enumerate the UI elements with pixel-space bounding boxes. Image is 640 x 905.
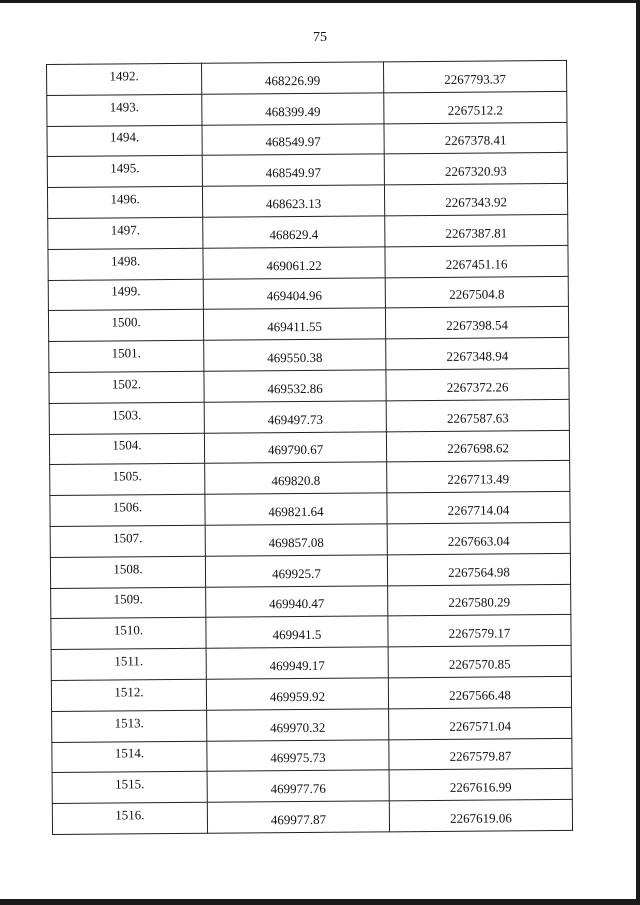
point-number-cell-value: 1493. [109, 98, 140, 115]
y-coordinate-cell [383, 60, 566, 92]
x-coordinate-cell-value: 468623.13 [265, 195, 322, 212]
x-coordinate-cell-value: 468399.49 [265, 103, 321, 119]
coordinates-table [46, 60, 573, 835]
y-coordinate-cell-value: 2267587.63 [446, 410, 509, 426]
table-row [52, 769, 572, 804]
x-coordinate-cell [204, 370, 386, 402]
x-coordinate-cell-value: 469550.38 [267, 349, 323, 366]
point-number-cell [49, 402, 204, 434]
point-number-cell-value: 1508. [113, 560, 143, 577]
y-coordinate-cell-value: 2267451.16 [445, 256, 508, 272]
point-number-cell [50, 464, 205, 496]
x-coordinate-cell [202, 123, 384, 155]
x-coordinate-cell [205, 555, 387, 587]
x-coordinate-cell [206, 647, 388, 679]
x-coordinate-cell [204, 431, 386, 463]
x-coordinate-cell [203, 247, 385, 279]
point-number-cell [50, 494, 205, 526]
x-coordinate-cell [204, 339, 386, 371]
point-number-cell [48, 248, 203, 280]
y-coordinate-cell [386, 368, 569, 400]
table-row [47, 60, 567, 95]
point-number-cell-value: 1506. [112, 499, 143, 515]
y-coordinate-cell-value: 2267504.8 [449, 286, 505, 303]
x-coordinate-cell [203, 277, 385, 309]
point-number-cell-value: 1496. [110, 191, 140, 207]
table-row [51, 646, 571, 681]
point-number-cell-value: 1499. [111, 283, 141, 299]
x-coordinate-cell [207, 739, 389, 771]
y-coordinate-cell-value: 2267580.29 [448, 594, 511, 611]
table-row [48, 245, 568, 280]
y-coordinate-cell [386, 338, 569, 370]
y-coordinate-cell-value: 2267570.85 [448, 656, 511, 672]
y-coordinate-cell [389, 738, 572, 770]
point-number-cell-value: 1505. [112, 468, 142, 484]
y-coordinate-cell-value: 2267579.17 [448, 625, 511, 642]
x-coordinate-cell [206, 585, 388, 617]
table-row [50, 522, 570, 557]
x-coordinate-cell-value: 469820.8 [271, 473, 321, 489]
x-coordinate-cell-value: 469404.96 [266, 288, 323, 304]
table-row [47, 153, 567, 188]
point-number-cell-value: 1495. [110, 160, 140, 176]
y-coordinate-cell-value: 2267398.54 [446, 317, 508, 334]
x-coordinate-cell [205, 524, 387, 556]
y-coordinate-cell [389, 707, 572, 739]
table-row [49, 368, 569, 403]
x-coordinate-cell-value: 469821.64 [268, 503, 324, 520]
table-row [48, 214, 568, 249]
x-coordinate-cell [202, 93, 384, 125]
table-row [49, 338, 569, 373]
y-coordinate-cell-value: 2267616.99 [449, 779, 512, 796]
y-coordinate-cell [385, 276, 568, 308]
table-row [49, 399, 569, 434]
table-row [50, 553, 570, 588]
x-coordinate-cell [204, 401, 386, 433]
x-coordinate-cell-value: 469940.47 [269, 596, 325, 612]
x-coordinate-cell-value: 469977.87 [270, 811, 327, 828]
y-coordinate-cell-value: 2267714.04 [447, 502, 510, 518]
x-coordinate-cell-value: 469975.73 [270, 750, 326, 766]
point-number-cell-value: 1510. [113, 622, 144, 638]
point-number-cell [51, 618, 206, 650]
table-row [48, 307, 568, 342]
y-coordinate-cell-value: 2267793.37 [444, 71, 507, 87]
point-number-cell [47, 94, 202, 126]
y-coordinate-cell [385, 214, 568, 246]
point-number-cell-value: 1516. [115, 807, 145, 823]
point-number-cell [47, 156, 202, 188]
y-coordinate-cell-value: 2267378.41 [444, 132, 507, 149]
x-coordinate-cell-value: 469532.86 [267, 380, 323, 397]
point-number-cell [50, 556, 205, 588]
y-coordinate-cell [384, 153, 567, 185]
point-number-cell [48, 279, 203, 311]
table-row [52, 800, 572, 835]
x-coordinate-cell-value: 468549.97 [265, 165, 322, 181]
table-row [51, 615, 571, 650]
point-number-cell-value: 1507. [113, 530, 143, 546]
y-coordinate-cell-value: 2267619.06 [450, 810, 512, 826]
point-number-cell [49, 433, 204, 465]
point-number-cell-value: 1497. [110, 222, 140, 238]
y-coordinate-cell [387, 522, 570, 554]
point-number-cell [51, 587, 206, 619]
x-coordinate-cell-value: 469925.7 [272, 565, 321, 581]
y-coordinate-cell [389, 769, 572, 801]
y-coordinate-cell [384, 91, 567, 123]
point-number-cell [48, 217, 203, 249]
x-coordinate-cell-value: 469959.92 [269, 688, 326, 705]
y-coordinate-cell-value: 2267698.62 [447, 440, 509, 457]
y-coordinate-cell [384, 184, 567, 216]
y-coordinate-cell-value: 2267387.81 [445, 225, 508, 241]
x-coordinate-cell [203, 308, 385, 340]
point-number-cell-value: 1494. [109, 129, 140, 145]
table-row [51, 676, 571, 711]
point-number-cell-value: 1513. [114, 714, 144, 731]
point-number-cell-value: 1514. [114, 745, 145, 761]
y-coordinate-cell-value: 2267320.93 [444, 163, 507, 180]
point-number-cell [48, 310, 203, 342]
point-number-cell-value: 1509. [113, 591, 143, 607]
x-coordinate-cell [203, 216, 385, 248]
x-coordinate-cell [205, 462, 387, 494]
y-coordinate-cell [386, 399, 569, 431]
x-coordinate-cell-value: 469857.08 [268, 534, 324, 551]
point-number-cell-value: 1511. [114, 653, 144, 669]
point-number-cell-value: 1500. [111, 314, 141, 330]
y-coordinate-cell [387, 553, 570, 585]
table-row [52, 707, 572, 742]
y-coordinate-cell-value: 2267566.48 [449, 687, 511, 703]
table-row [48, 276, 568, 311]
table-row [47, 184, 567, 219]
point-number-cell-value: 1492. [109, 68, 139, 84]
x-coordinate-cell [206, 616, 388, 648]
x-coordinate-cell-value: 468629.4 [269, 226, 319, 243]
x-coordinate-cell [207, 709, 389, 741]
y-coordinate-cell [386, 430, 569, 462]
scan-border-top [0, 0, 640, 3]
y-coordinate-cell [389, 800, 572, 832]
x-coordinate-cell-value: 468549.97 [265, 134, 321, 150]
x-coordinate-cell-value: 469790.67 [267, 442, 324, 458]
y-coordinate-cell-value: 2267663.04 [447, 533, 510, 549]
point-number-cell-value: 1515. [114, 776, 145, 792]
y-coordinate-cell-value: 2267512.2 [447, 102, 504, 118]
x-coordinate-cell [205, 493, 387, 525]
point-number-cell [47, 125, 202, 157]
point-number-cell-value: 1503. [112, 406, 142, 423]
scan-border-right [636, 0, 640, 905]
x-coordinate-cell [207, 801, 389, 833]
coordinates-table-body [47, 60, 573, 834]
x-coordinate-cell-value: 469977.76 [270, 781, 326, 797]
scan-border-bottom [0, 899, 640, 905]
point-number-cell [47, 63, 202, 95]
y-coordinate-cell-value: 2267571.04 [449, 717, 512, 734]
y-coordinate-cell [388, 615, 571, 647]
point-number-cell [52, 710, 207, 742]
table-row [49, 430, 569, 465]
x-coordinate-cell [206, 678, 388, 710]
x-coordinate-cell-value: 469061.22 [266, 257, 322, 273]
y-coordinate-cell-value: 2267713.49 [447, 471, 510, 488]
point-number-cell [47, 186, 202, 218]
x-coordinate-cell-value: 469949.17 [269, 657, 325, 674]
point-number-cell-value: 1501. [111, 345, 141, 361]
point-number-cell [52, 741, 207, 773]
y-coordinate-cell-value: 2267372.26 [446, 379, 509, 395]
y-coordinate-cell-value: 2267579.87 [449, 748, 512, 765]
table-row [50, 461, 570, 496]
x-coordinate-cell-value: 469970.32 [270, 719, 326, 735]
y-coordinate-cell [388, 646, 571, 678]
x-coordinate-cell [202, 154, 384, 186]
table-row [47, 91, 567, 126]
point-number-cell [49, 371, 204, 403]
y-coordinate-cell [388, 676, 571, 708]
point-number-cell [51, 648, 206, 680]
point-number-cell [49, 340, 204, 372]
x-coordinate-cell [201, 62, 383, 94]
y-coordinate-cell [385, 245, 568, 277]
point-number-cell-value: 1512. [114, 684, 144, 700]
x-coordinate-cell [202, 185, 384, 217]
y-coordinate-cell-value: 2267343.92 [445, 194, 508, 210]
y-coordinate-cell [387, 461, 570, 493]
table-row [51, 584, 571, 619]
x-coordinate-cell-value: 468226.99 [264, 72, 321, 89]
x-coordinate-cell-value: 469411.55 [267, 319, 323, 335]
y-coordinate-cell-value: 2267348.94 [446, 348, 509, 364]
y-coordinate-cell-value: 2267564.98 [448, 564, 510, 580]
coordinates-table-container [46, 60, 569, 835]
x-coordinate-cell-value: 469497.73 [267, 411, 323, 427]
y-coordinate-cell [387, 492, 570, 524]
point-number-cell [52, 772, 207, 804]
point-number-cell [52, 802, 207, 834]
x-coordinate-cell [207, 770, 389, 802]
y-coordinate-cell [388, 584, 571, 616]
point-number-cell-value: 1502. [111, 376, 142, 392]
table-row [52, 738, 572, 773]
point-number-cell [50, 525, 205, 557]
point-number-cell-value: 1498. [110, 252, 141, 269]
table-row [47, 122, 567, 157]
y-coordinate-cell [385, 307, 568, 339]
x-coordinate-cell-value: 469941.5 [272, 627, 322, 643]
table-row [50, 492, 570, 527]
y-coordinate-cell [384, 122, 567, 154]
page-number: 75 [313, 30, 327, 45]
point-number-cell-value: 1504. [112, 437, 142, 453]
point-number-cell [51, 679, 206, 711]
